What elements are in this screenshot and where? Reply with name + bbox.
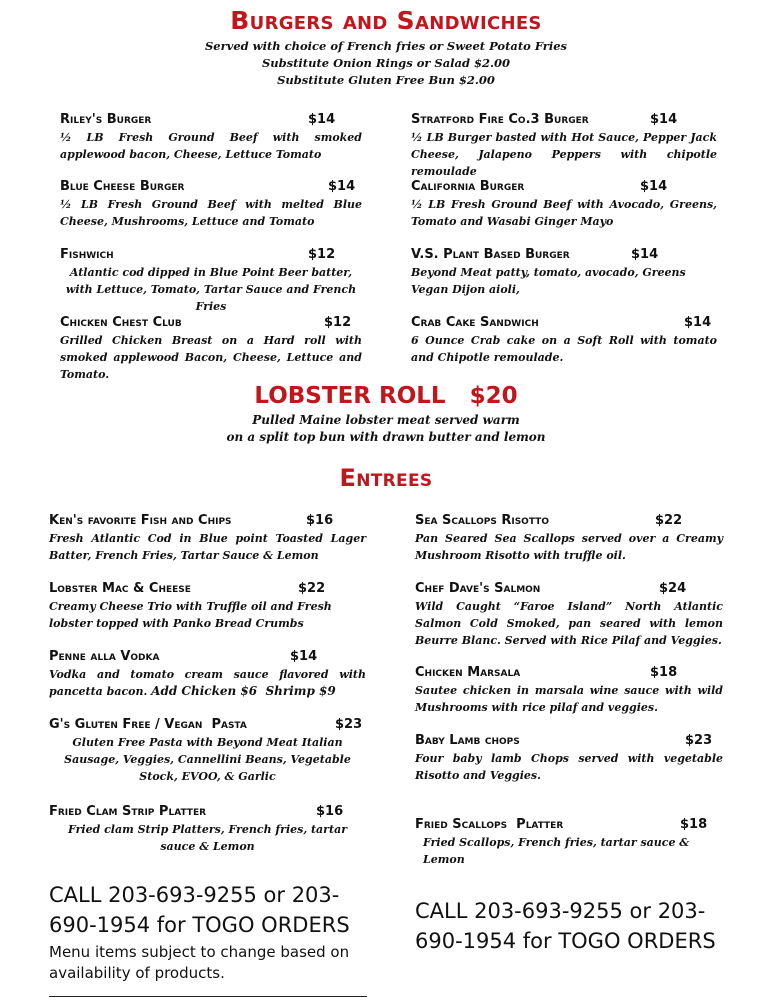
burgers-section-title: Burgers and Sandwiches <box>230 6 542 35</box>
item-description <box>49 666 366 700</box>
item-name: Stratford Fire Co.3 Burger <box>411 112 589 127</box>
item-price: $14 <box>308 112 336 127</box>
burgers-subtitle-2: Substitute Onion Rings or Salad $2.00 <box>261 56 511 70</box>
item-description: ½ LB Burger basted with Hot Sauce, Pepper Jack Cheese, Jalapeno Peppers with chipotle remoulade <box>411 131 717 178</box>
item-price: $18 <box>650 665 678 680</box>
item-price: $16 <box>306 513 334 528</box>
item-description: ½ LB Fresh Ground Beef with smoked applewood bacon, Cheese, Lettuce Tomato <box>60 131 362 161</box>
item-price: $22 <box>655 513 683 528</box>
item-name: Chicken Marsala <box>415 665 521 680</box>
item-price: $14 <box>631 247 659 262</box>
menu-item-stratford-fire-burger <box>411 111 717 180</box>
item-description: Atlantic cod dipped in Blue Point Beer batter, with Lettuce, Tomato, Tartar Sauce and French Fries <box>65 266 357 313</box>
entrees-section-title: Entrees <box>339 464 433 492</box>
availability-note: Menu items subject to change based on availability of products. <box>49 943 350 982</box>
item-name: Baby Lamb chops <box>415 733 520 748</box>
item-name: Penne alla Vodka <box>49 649 160 664</box>
togo-call-right: CALL 203-693-9255 or 203-690-1954 for TOGO ORDERS <box>415 899 716 953</box>
menu-item-gs-gluten-free-vegan-pasta <box>49 716 366 785</box>
item-price: $23 <box>335 717 363 732</box>
item-description: Grilled Chicken Breast on a Hard roll with smoked applewood Bacon, Cheese, Lettuce and Tomato. <box>60 334 362 381</box>
item-add-ons: Add Chicken $6 Shrimp $9 <box>151 684 336 698</box>
item-name: Sea Scallops Risotto <box>415 513 549 528</box>
item-price: $22 <box>298 581 326 596</box>
item-price: $12 <box>308 247 336 262</box>
item-description: ½ LB Fresh Ground Beef with Avocado, Greens, Tomato and Wasabi Ginger Mayo <box>411 198 717 228</box>
menu-item-vs-plant-based-burger <box>411 246 717 298</box>
item-description: Creamy Cheese Trio with Truffle oil and Fresh lobster topped with Panko Bread Crumbs <box>49 600 332 630</box>
item-price: $14 <box>684 315 712 330</box>
lobster-roll-line-2: on a split top bun with drawn butter and lemon <box>226 430 546 444</box>
item-price: $12 <box>324 315 352 330</box>
burgers-subtitle-1: Served with choice of French fries or Sweet Potato Fries <box>204 39 568 53</box>
item-price: $23 <box>685 733 713 748</box>
lobster-roll-line-1: Pulled Maine lobster meat served warm <box>252 413 520 427</box>
menu-item-california-burger <box>411 178 717 230</box>
item-name: Fishwich <box>60 247 114 262</box>
item-name: G's Gluten Free / Vegan Pasta <box>49 717 247 732</box>
menu-item-lobster-mac-cheese <box>49 580 366 632</box>
menu-item-fishwich <box>60 246 362 315</box>
item-description: Gluten Free Pasta with Beyond Meat Italian Sausage, Veggies, Cannellini Beans, Vegetable Stock, EVOO, & Garlic <box>64 736 351 783</box>
burgers-subtitle-3: Substitute Gluten Free Bun $2.00 <box>277 73 495 87</box>
item-description: Fried Scallops, French fries, tartar sauce & Lemon <box>423 836 690 866</box>
item-price: $14 <box>328 179 356 194</box>
item-description: Beyond Meat patty, tomato, avocado, Greens Vegan Dijon aioli, <box>411 266 686 296</box>
menu-item-rileys-burger <box>60 111 362 163</box>
item-price: $14 <box>290 649 318 664</box>
item-name: Crab Cake Sandwich <box>411 315 539 330</box>
item-name: Chef Dave's Salmon <box>415 581 541 596</box>
item-description: ½ LB Fresh Ground Beef with melted Blue Cheese, Mushrooms, Lettuce and Tomato <box>60 198 362 228</box>
item-description: 6 Ounce Crab cake on a Soft Roll with tomato and Chipotle remoulade. <box>411 334 717 364</box>
item-name: Fried Clam Strip Platter <box>49 804 207 819</box>
menu-item-chicken-chest-club <box>60 314 362 383</box>
item-name: Lobster Mac & Cheese <box>49 581 191 596</box>
menu-item-penne-alla-vodka <box>49 648 366 700</box>
menu-item-chicken-marsala <box>415 664 723 716</box>
menu-item-fried-scallops-platter <box>415 816 723 868</box>
item-name: Chicken Chest Club <box>60 315 182 330</box>
item-name: California Burger <box>411 179 525 194</box>
item-name: Fried Scallops Platter <box>415 817 564 832</box>
item-description: Four baby lamb Chops served with vegetable Risotto and Veggies. <box>415 752 723 782</box>
item-price: $18 <box>680 817 708 832</box>
menu-item-crab-cake-sandwich <box>411 314 717 366</box>
item-description: Sautee chicken in marsala wine sauce with wild Mushrooms with rice pilaf and veggies. <box>415 684 723 714</box>
menu-item-kens-fish-and-chips <box>49 512 366 564</box>
item-name: Blue Cheese Burger <box>60 179 185 194</box>
menu-item-sea-scallops-risotto <box>415 512 723 564</box>
item-description: Fried clam Strip Platters, French fries, tartar sauce & Lemon <box>68 823 347 853</box>
footer-divider <box>49 996 367 997</box>
item-description: Pan Seared Sea Scallops served over a Creamy Mushroom Risotto with truffle oil. <box>415 532 723 562</box>
item-name: V.S. Plant Based Burger <box>411 247 570 262</box>
item-price: $14 <box>650 112 678 127</box>
item-price: $14 <box>640 179 668 194</box>
item-description-text: Vodka and tomato cream sauce flavored with pancetta bacon. <box>49 668 366 698</box>
menu-item-fried-clam-strip-platter <box>49 803 366 855</box>
menu-item-baby-lamb-chops <box>415 732 723 784</box>
menu-item-blue-cheese-burger <box>60 178 362 230</box>
item-name: Riley's Burger <box>60 112 152 127</box>
item-description: Fresh Atlantic Cod in Blue point Toasted Lager Batter, French Fries, Tartar Sauce & Lemon <box>49 532 366 562</box>
menu-item-chef-daves-salmon <box>415 580 723 649</box>
item-price: $16 <box>316 804 344 819</box>
togo-call-left: CALL 203-693-9255 or 203-690-1954 for TOGO ORDERS <box>49 883 350 937</box>
lobster-roll-title: LOBSTER ROLL $20 <box>254 383 518 409</box>
item-description: Wild Caught “Faroe Island” North Atlantic Salmon Cold Smoked, pan seared with lemon Beurre Blanc. Served with Rice Pilaf and Veggies. <box>415 600 723 647</box>
item-name: Ken's favorite Fish and Chips <box>49 513 232 528</box>
item-price: $24 <box>659 581 687 596</box>
